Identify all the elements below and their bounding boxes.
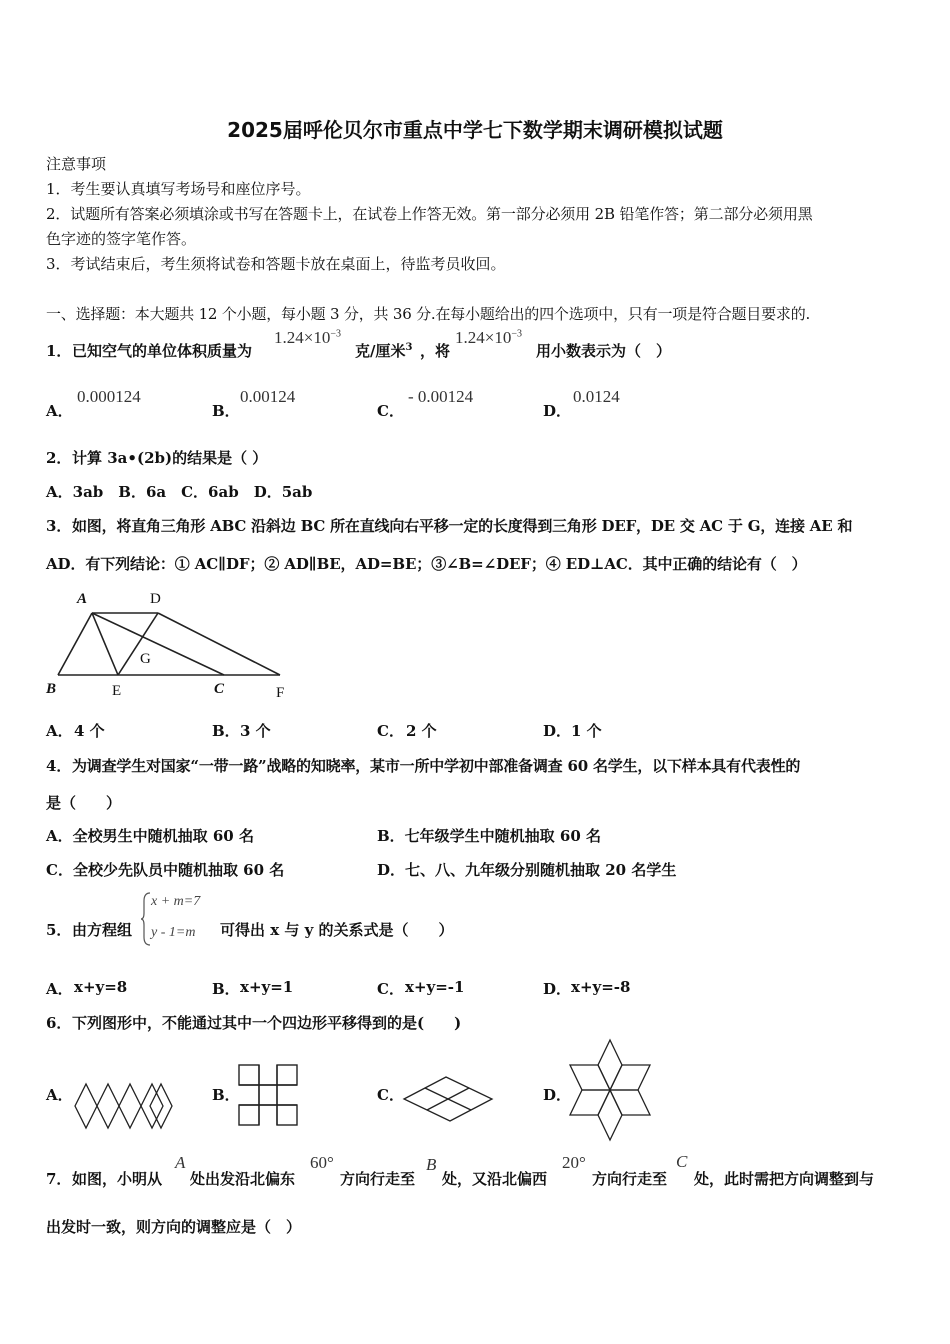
q5-option-c-label: C．: [377, 980, 404, 998]
figure-label-c: C: [214, 681, 225, 697]
q3-option-b: 3 个: [240, 722, 271, 740]
q4-option-d: D．七、八、九年级分别随机抽取 20 名学生: [377, 861, 677, 879]
q5-option-a-label: A．: [46, 980, 73, 998]
notice-item-2-cont: 色字迹的签字笔作答。: [46, 230, 197, 248]
q3-number: 3．: [46, 517, 72, 535]
q1-number: 1．: [46, 342, 72, 360]
q7-number: 7．: [46, 1170, 72, 1188]
q3-line-1: 如图，将直角三角形 ABC 沿斜边 BC 所在直线向右平移一定的长度得到三角形 DEF，DE 交 AC 于 G，连接 AE 和: [72, 517, 853, 535]
q3-option-d: 1 个: [571, 722, 602, 740]
q6-figure-d-star-of-rhombi: [566, 1038, 654, 1142]
q7-point-c: C: [676, 1152, 688, 1171]
q5-option-d-label: D．: [543, 980, 572, 998]
q7-text-2: 处出发沿北偏东: [190, 1170, 296, 1188]
q4-line-2: 是（ ）: [46, 794, 122, 812]
q4-option-a: A．全校男生中随机抽取 60 名: [46, 827, 254, 845]
q1-option-b: 0.00124: [240, 387, 296, 406]
q7-point-a: A: [175, 1153, 186, 1172]
q7-angle-20: 20°: [562, 1153, 586, 1172]
q6-number: 6．: [46, 1014, 72, 1032]
q5-equation-1: x + m=7: [151, 894, 201, 909]
notice-heading: 注意事项: [46, 155, 107, 173]
q1-option-a: 0.000124: [77, 387, 141, 406]
q3-option-c-label: C．: [377, 722, 404, 740]
q7-text-3: 方向行走至: [340, 1170, 416, 1188]
q5-equation-2: y - 1=m: [151, 925, 196, 940]
q5-number: 5．: [46, 921, 72, 939]
q6-figure-b-square-grid: [236, 1062, 306, 1130]
figure-label-g: G: [140, 651, 151, 667]
page-title: 2025届呼伦贝尔市重点中学七下数学期末调研模拟试题: [227, 118, 723, 142]
q1-math-2: $1.24\times 10^{-3}$: [455, 328, 522, 347]
q7-text-1: 如图，小明从: [72, 1170, 163, 1188]
q4-line-1: 为调查学生对国家“一带一路”战略的知晓率，某市一所中学初中部准备调查 60 名学生，以下样本具有代表性的: [72, 757, 801, 775]
q6-option-c-label: C．: [377, 1086, 404, 1104]
q1-option-c-label: C．: [377, 402, 404, 420]
q3-option-a-label: A．: [46, 722, 73, 740]
q5-option-d: x+y=-8: [571, 978, 631, 996]
q3-option-b-label: B．: [212, 722, 240, 740]
q4-option-b: B．七年级学生中随机抽取 60 名: [377, 827, 601, 845]
q1-text-2: ，将: [420, 342, 451, 360]
q5-text-1: 由方程组: [72, 921, 133, 939]
q6-option-d-label: D．: [543, 1086, 572, 1104]
q1-option-a-label: A．: [46, 402, 73, 420]
q1-text-3: 用小数表示为（ ）: [536, 342, 672, 360]
q3-triangle-figure: [40, 585, 300, 705]
q7-text-5: 方向行走至: [592, 1170, 668, 1188]
q3-option-a: 4 个: [74, 722, 105, 740]
q6-figure-a-rhombus-chain: [72, 1080, 176, 1132]
q7-line-2: 出发时一致，则方向的调整应是（ ）: [46, 1218, 302, 1236]
q6-text: 下列图形中，不能通过其中一个四边形平移得到的是( ): [72, 1014, 462, 1032]
q5-option-b: x+y=1: [240, 978, 294, 996]
q7-point-b: B: [426, 1155, 437, 1174]
q1-option-c: - 0.00124: [408, 387, 474, 406]
q1-text-1: 已知空气的单位体积质量为: [72, 342, 253, 360]
notice-item-1: 1．考生要认真填写考场号和座位序号。: [46, 180, 311, 198]
q2-options: A．3ab B．6a C．6ab D．5ab: [46, 483, 313, 501]
notice-item-3: 3．考试结束后，考生须将试卷和答题卡放在桌面上，待监考员收回。: [46, 255, 506, 273]
q4-option-c: C．全校少先队员中随机抽取 60 名: [46, 861, 285, 879]
notice-item-2: 2．试题所有答案必须填涂或书写在答题卡上，在试卷上作答无效。第一部分必须用 2B 铅笔作答；第二部分必须用黑: [46, 205, 813, 223]
q6-option-a-label: A．: [46, 1086, 73, 1104]
q4-number: 4．: [46, 757, 72, 775]
q7-angle-60: 60°: [310, 1153, 334, 1172]
q2-text: 计算 3a•(2b)的结果是（ ）: [72, 449, 268, 467]
q5-text-2: 可得出 x 与 y 的关系式是（ ）: [220, 921, 454, 939]
q5-option-a: x+y=8: [74, 978, 128, 996]
q1-unit: 克/厘米$^3$: [355, 342, 413, 360]
q5-option-b-label: B．: [212, 980, 240, 998]
q7-text-4: 处，又沿北偏西: [442, 1170, 548, 1188]
q1-math-1: $1.24\times 10^{-3}$: [274, 328, 341, 347]
q1-option-d: 0.0124: [573, 387, 620, 406]
figure-label-b: B: [46, 681, 57, 697]
q6-figure-c-parallelogram-grid: [402, 1075, 494, 1125]
q5-option-c: x+y=-1: [405, 978, 465, 996]
section-heading: 一、选择题：本大题共 12 个小题，每小题 3 分，共 36 分.在每小题给出的四个选项中，只有一项是符合题目要求的.: [46, 305, 811, 323]
q3-line-2: AD．有下列结论：① AC∥DF；② AD∥BE，AD=BE；③∠B=∠DEF；④ ED⊥AC．其中正确的结论有（ ）: [46, 555, 807, 573]
q6-option-b-label: B．: [212, 1086, 240, 1104]
figure-label-f: F: [276, 685, 285, 701]
q3-option-d-label: D．: [543, 722, 572, 740]
q3-option-c: 2 个: [406, 722, 437, 740]
figure-label-e: E: [112, 683, 122, 699]
q7-text-6: 处，此时需把方向调整到与: [694, 1170, 875, 1188]
figure-label-d: D: [150, 591, 161, 607]
q1-option-d-label: D．: [543, 402, 572, 420]
q1-option-b-label: B．: [212, 402, 240, 420]
q2-number: 2．: [46, 449, 72, 467]
figure-label-a: A: [77, 591, 88, 607]
